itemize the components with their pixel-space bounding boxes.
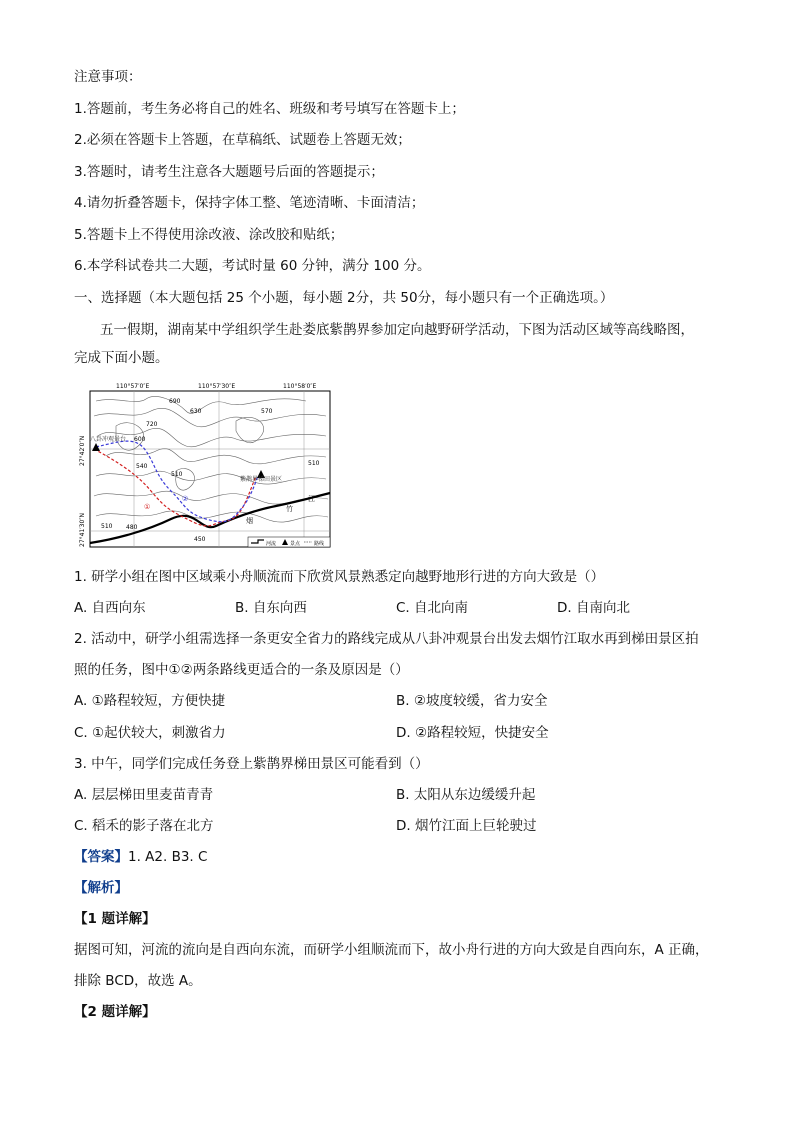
map-legend	[248, 537, 330, 547]
contour-label: 600	[134, 436, 146, 443]
q3-option-d: D. 烟竹江面上巨轮驶过	[396, 818, 537, 834]
notice-item-4: 4.请勿折叠答题卡，保持字体工整、笔迹清晰、卡面清洁；	[74, 195, 425, 211]
terrace-label: 紫鹊界梯田景区	[240, 476, 283, 483]
notice-item-6: 6.本学科试卷共二大题，考试时量 60 分钟，满分 100 分。	[74, 258, 431, 274]
route-1-label: ①	[144, 503, 151, 511]
river-label-2: 竹	[286, 505, 293, 513]
contour-label: 480	[126, 524, 138, 531]
analysis-label: 【解析】	[74, 880, 128, 896]
q1-option-d: D. 自南向北	[557, 600, 630, 616]
detail-1-label: 【1 题详解】	[74, 911, 156, 927]
question-1-stem: 1. 研学小组在图中区域乘小舟顺流而下欣赏风景熟悉定向越野地形行进的方向大致是（）	[74, 569, 605, 585]
detail-2-label: 【2 题详解】	[74, 1004, 156, 1020]
lat-label-1: 27°42′0″N	[79, 435, 86, 466]
notice-item-3: 3.答题时，请考生注意各大题题号后面的答题提示；	[74, 164, 384, 180]
question-3-stem: 3. 中午，同学们完成任务登上紫鹊界梯田景区可能看到（）	[74, 756, 429, 772]
q3-option-b: B. 太阳从东边缓缓升起	[396, 787, 536, 803]
legend-scenic: 景点	[290, 541, 301, 547]
contour-label: 690	[169, 398, 181, 405]
q3-option-a: A. 层层梯田里麦苗青青	[74, 787, 214, 803]
intro-line-2: 完成下面小题。	[74, 350, 169, 366]
section-heading: 一、选择题（本大题包括 25 个小题，每小题 2分，共 50分，每小题只有一个正确选项。）	[74, 290, 614, 306]
answer-row	[74, 847, 207, 867]
q3-option-c: C. 稻禾的影子落在北方	[74, 818, 214, 834]
river-label-1: 烟	[246, 517, 253, 525]
contour-label: 510	[101, 523, 113, 530]
contour-label: 510	[308, 460, 320, 467]
q1-option-a: A. 自西向东	[74, 600, 146, 616]
answer-label: 【答案】	[74, 849, 128, 865]
legend-route: 路线	[314, 541, 325, 547]
notice-item-5: 5.答题卡上不得使用涂改液、涂改胶和贴纸；	[74, 227, 344, 243]
contour-label: 510	[171, 471, 183, 478]
answer-text: 1. A2. B3. C	[128, 849, 208, 865]
notice-item-2: 2.必须在答题卡上答题，在草稿纸、试题卷上答题无效；	[74, 132, 411, 148]
river-label-3: 江	[308, 495, 315, 503]
intro-line-1: 五一假期，湖南某中学组织学生赴娄底紫鹊界参加定向越野研学活动，下图为活动区域等高线略图，	[100, 322, 694, 338]
viewpoint-label: 八卦冲观景台	[90, 436, 127, 443]
q2-option-d: D. ②路程较短，快捷安全	[396, 725, 549, 741]
lon-label-3: 110°58′0″E	[283, 383, 317, 390]
route-2-label: ②	[182, 495, 189, 503]
lon-label-2: 110°57′30″E	[198, 383, 236, 390]
q2-option-a: A. ①路程较短，方便快捷	[74, 693, 226, 709]
legend-river: 河流	[266, 541, 277, 547]
question-2-stem-2: 照的任务，图中①②两条路线更适合的一条及原因是（）	[74, 662, 409, 678]
detail-1-line-2: 排除 BCD，故选 A。	[74, 973, 202, 989]
detail-1-line-1: 据图可知，河流的流向是自西向东流，而研学小组顺流而下，故小舟行进的方向大致是自西向东，A 正确，	[74, 942, 709, 958]
contour-map	[76, 381, 332, 551]
q2-option-c: C. ①起伏较大，刺激省力	[74, 725, 226, 741]
q1-option-c: C. 自北向南	[396, 600, 469, 616]
q1-option-b: B. 自东向西	[235, 600, 307, 616]
contour-label: 720	[146, 421, 158, 428]
contour-label: 570	[261, 408, 273, 415]
question-2-stem-1: 2. 活动中，研学小组需选择一条更安全省力的路线完成从八卦冲观景台出发去烟竹江取水再到梯田景区拍	[74, 631, 699, 647]
contour-label: 630	[190, 408, 202, 415]
notice-item-1: 1.答题前，考生务必将自己的姓名、班级和考号填写在答题卡上；	[74, 101, 465, 117]
lon-label-1: 110°57′0″E	[116, 383, 150, 390]
notice-title: 注意事项：	[74, 69, 142, 85]
q2-option-b: B. ②坡度较缓，省力安全	[396, 693, 548, 709]
lat-label-2: 27°41′30″N	[79, 513, 86, 547]
contour-label: 450	[194, 536, 206, 543]
contour-label: 540	[136, 463, 148, 470]
